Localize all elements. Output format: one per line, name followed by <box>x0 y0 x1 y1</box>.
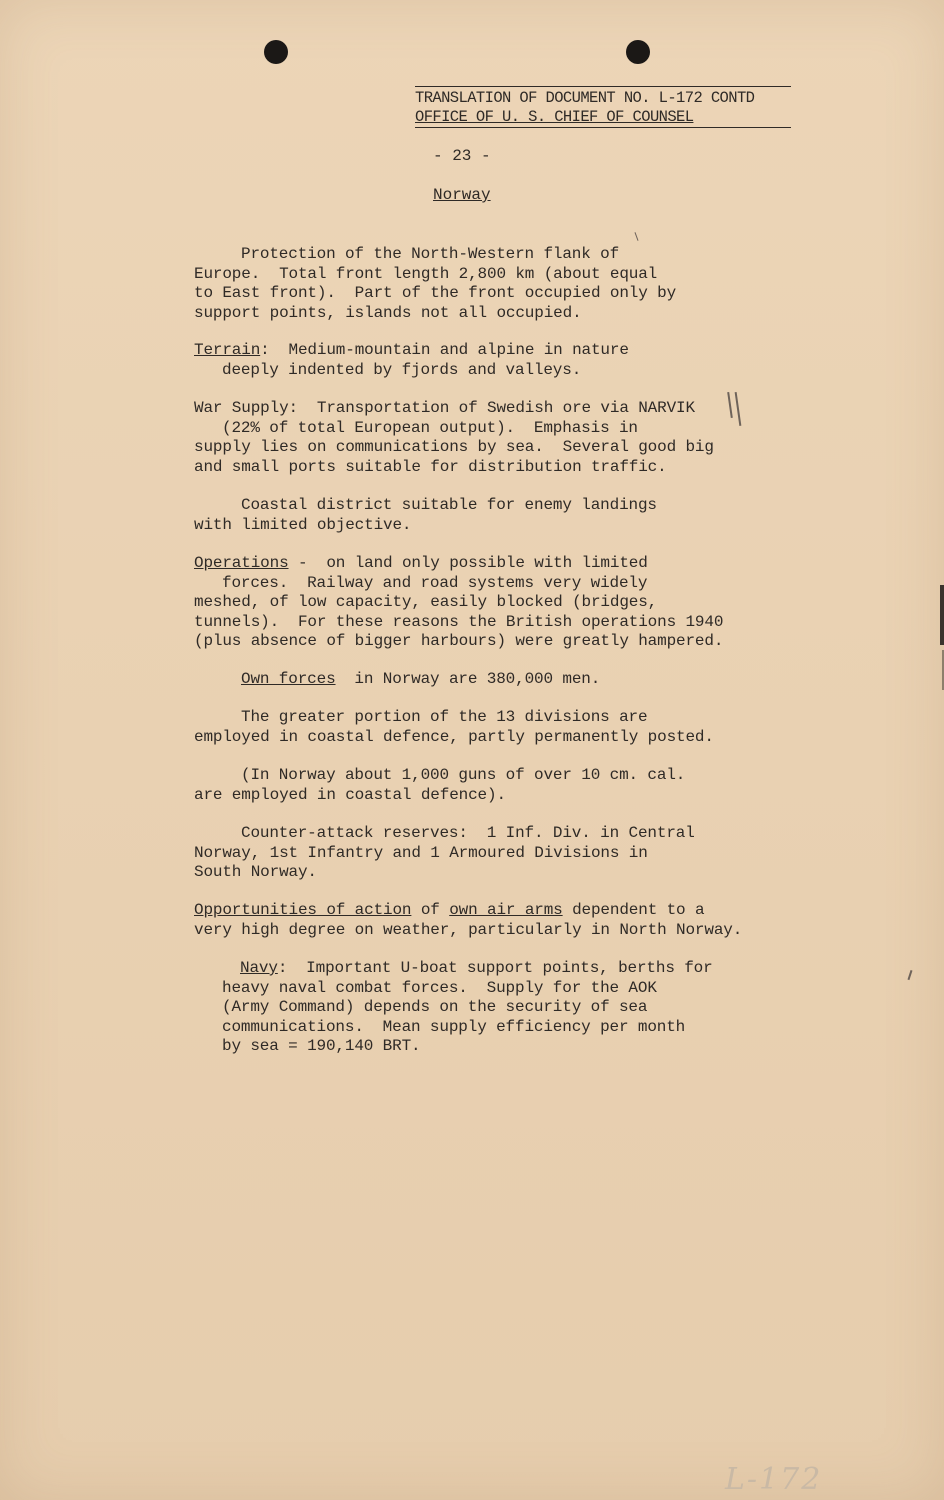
document-header <box>415 86 791 128</box>
paragraph-operations <box>194 554 723 652</box>
text-line: by sea = 190,140 BRT. <box>222 1037 421 1055</box>
header-line-1: TRANSLATION OF DOCUMENT NO. L-172 CONTD <box>415 89 755 107</box>
paragraph-navy <box>222 959 713 1057</box>
air-phrase-1: Opportunities of action <box>194 901 412 919</box>
operations-label: Operations <box>194 554 289 572</box>
text-line: Protection of the North-Western flank of <box>241 245 620 263</box>
paragraph-war-supply <box>194 399 714 477</box>
text-line: South Norway. <box>194 863 317 881</box>
text-line: meshed, of low capacity, easily blocked (bridges, <box>194 593 658 611</box>
text-line: communications. Mean supply efficiency per month <box>222 1017 686 1036</box>
text-line: War Supply: Transportation of Swedish ore via NARVIK <box>194 399 695 417</box>
text-line: forces. Railway and road systems very widely <box>222 573 648 592</box>
text-line: very high degree on weather, particularly in North Norway. <box>194 920 743 939</box>
paragraph-guns <box>194 766 685 805</box>
header-rule <box>415 127 791 128</box>
paragraph-air <box>194 901 742 940</box>
own-forces-label: Own forces <box>241 670 336 688</box>
paragraph-reserves <box>194 824 695 883</box>
text-line: supply lies on communications by sea. Several good big <box>194 438 714 456</box>
text-line: Coastal district suitable for enemy landings <box>241 496 657 514</box>
text-fragment: of <box>411 901 450 919</box>
section-title: Norway <box>433 186 491 204</box>
text-line: to East front). Part of the front occupied only by <box>194 284 677 302</box>
header-line-2: OFFICE OF U. S. CHIEF OF COUNSEL <box>415 108 694 126</box>
text-line <box>194 341 629 361</box>
text-line: employed in coastal defence, partly permanently posted. <box>194 727 714 746</box>
page-edge-shadow <box>940 585 944 645</box>
punch-hole-left <box>264 40 288 64</box>
text-line: (In Norway about 1,000 guns of over 10 cm. cal. <box>241 766 686 784</box>
margin-mark <box>634 232 638 241</box>
text-line <box>194 901 742 921</box>
text-line: (plus absence of bigger harbours) were greatly hampered. <box>194 632 724 650</box>
handwritten-document-mark: L-172 <box>725 1462 823 1497</box>
margin-mark <box>727 392 732 418</box>
text-line: (22% of total European output). Emphasis in <box>222 418 638 437</box>
text-fragment: : Medium-mountain and alpine in nature <box>260 341 629 359</box>
text-line: deeply indented by fjords and valleys. <box>222 360 582 379</box>
text-fragment: : Important U-boat support points, berths for <box>277 959 713 977</box>
margin-mark <box>735 392 741 426</box>
paragraph-divisions <box>194 708 714 747</box>
text-line: Europe. Total front length 2,800 km (about equal <box>194 264 658 283</box>
text-line: (Army Command) depends on the security of sea <box>222 998 648 1016</box>
text-line: Counter-attack reserves: 1 Inf. Div. in Central <box>241 824 695 842</box>
text-line: with limited objective. <box>194 515 412 534</box>
text-fragment: - on land only possible with limited <box>288 554 648 572</box>
text-line: are employed in coastal defence). <box>194 785 506 804</box>
paragraph-terrain <box>194 341 629 380</box>
text-line <box>194 554 723 574</box>
page-number: - 23 - <box>433 147 491 165</box>
text-line: heavy naval combat forces. Supply for the AOK <box>222 978 657 997</box>
paragraph-own-forces <box>241 670 600 690</box>
text-line: The greater portion of the 13 divisions are <box>241 708 648 726</box>
paragraph-protection <box>194 245 676 323</box>
terrain-label: Terrain <box>194 341 261 359</box>
text-line: support points, islands not all occupied. <box>194 303 582 322</box>
paragraph-coastal <box>194 496 657 535</box>
text-fragment: dependent to a <box>562 901 705 919</box>
text-line: and small ports suitable for distribution traffic. <box>194 457 667 476</box>
text-line: Norway, 1st Infantry and 1 Armoured Divisions in <box>194 843 648 862</box>
margin-mark <box>907 970 912 980</box>
text-fragment: in Norway are 380,000 men. <box>335 670 601 688</box>
punch-hole-right <box>626 40 650 64</box>
text-line <box>222 959 713 979</box>
text-line: tunnels). For these reasons the British operations 1940 <box>194 612 724 631</box>
air-phrase-2: own air arms <box>449 901 563 919</box>
navy-label: Navy <box>240 959 278 977</box>
